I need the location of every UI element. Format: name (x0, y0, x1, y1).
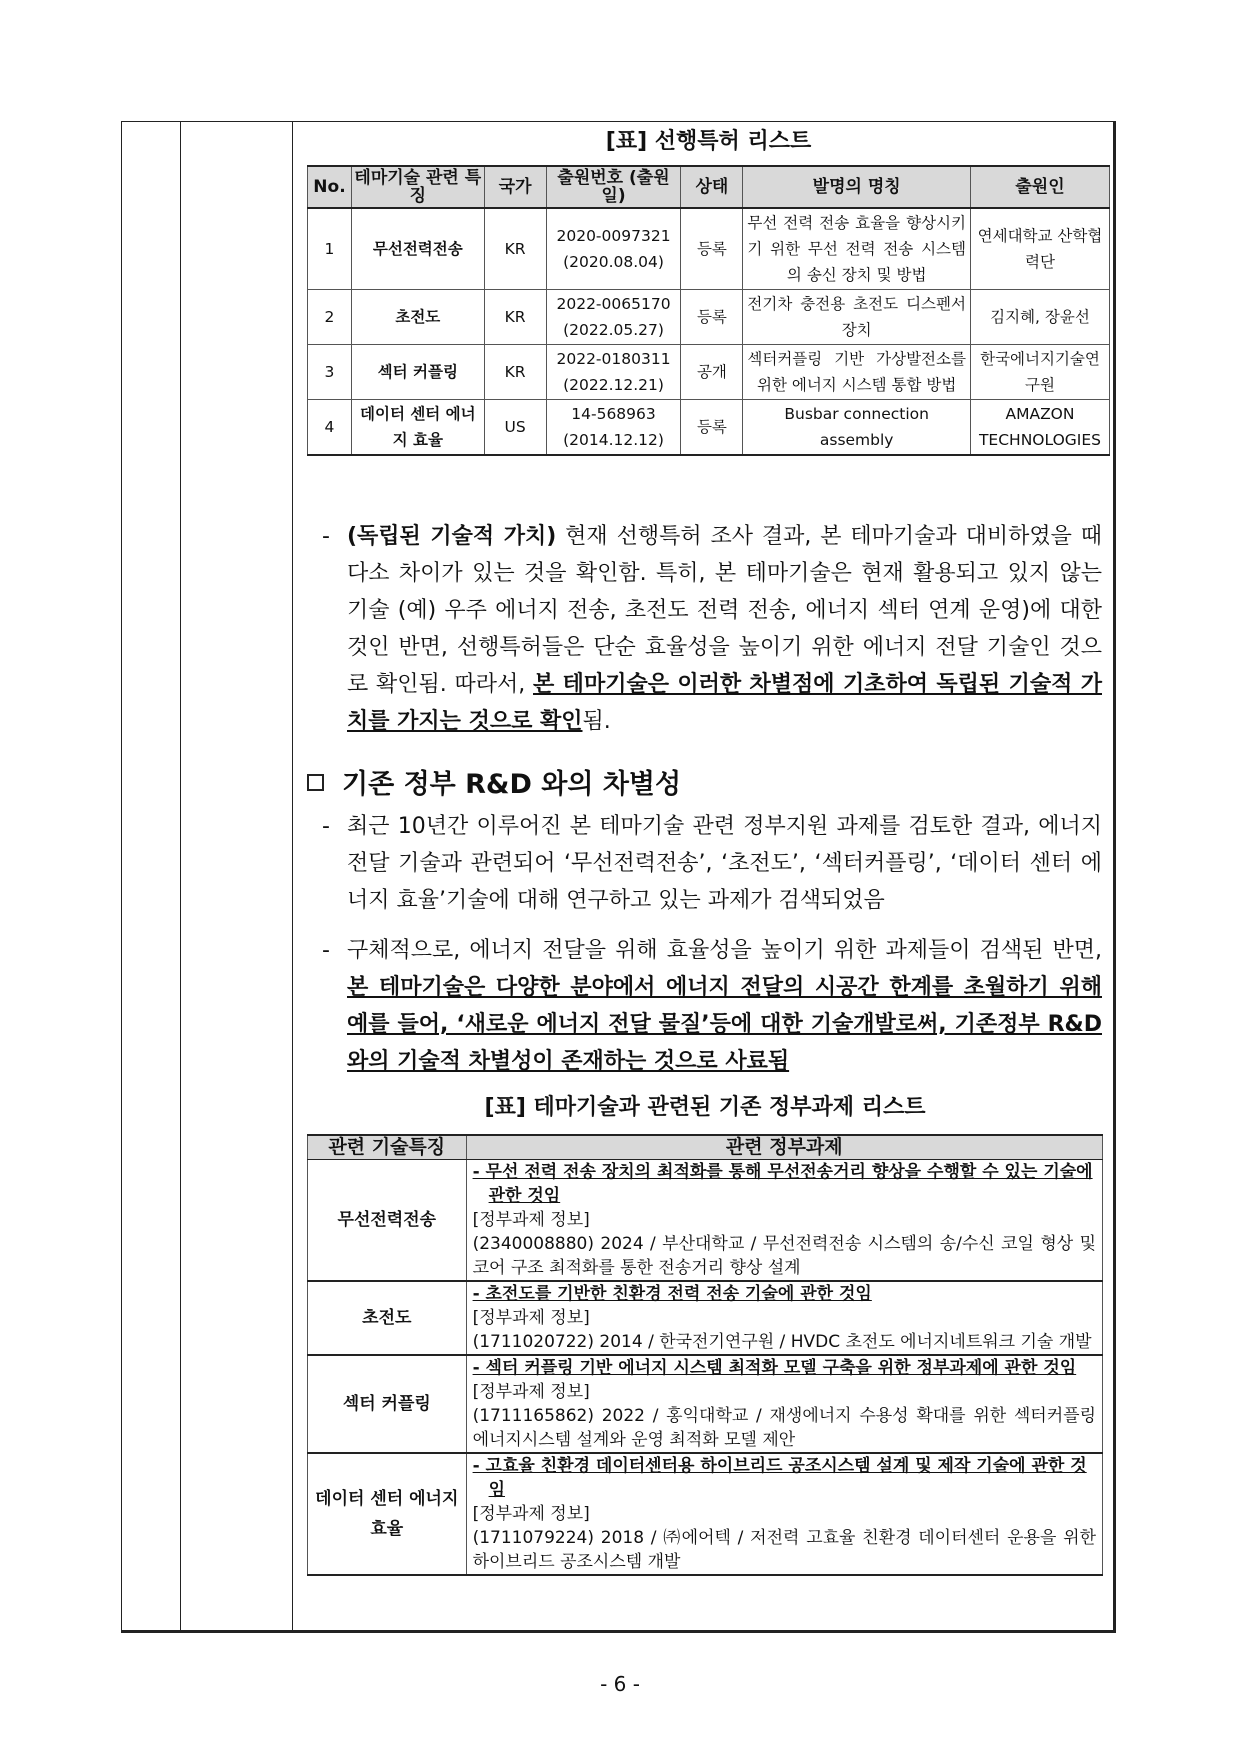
cell-project (466, 1453, 1102, 1575)
page-number: - 6 - (600, 1672, 640, 1696)
table-row (308, 290, 1110, 345)
cell-feature: 데이터 센터 에너지 효율 (308, 1453, 467, 1575)
header-feature: 관련 기술특징 (308, 1135, 467, 1160)
patent-table (307, 165, 1110, 456)
table-row (308, 1355, 1103, 1453)
paragraph-independent-value (322, 518, 1102, 740)
cell-country: US (484, 400, 546, 456)
cell-project (466, 1160, 1102, 1282)
header-feature: 테마기술 관련 특징 (351, 166, 484, 208)
bullet-dash: - (322, 814, 330, 839)
project-description: - 무선 전력 전송 장치의 최적화를 통해 무선전송거리 향상을 수행할 수 있는 기술에 관한 것임 (472, 1162, 1093, 1206)
cell-project (466, 1281, 1102, 1355)
paragraph-specifics (322, 932, 1102, 1080)
paragraph-text (347, 932, 1102, 1080)
appno: 2022-0065170 (556, 295, 671, 313)
cell-no: 4 (308, 400, 352, 456)
paragraph-gov-review (322, 808, 1102, 919)
project-info-label: [정부과제 정보] (472, 1210, 590, 1230)
cell-status: 등록 (681, 208, 743, 290)
cell-feature: 데이터 센터 에너지 효율 (351, 400, 484, 456)
cell-applicant: 한국에너지기술연구원 (970, 345, 1109, 400)
header-country: 국가 (484, 166, 546, 208)
project-description: - 섹터 커플링 기반 에너지 시스템 최적화 모델 구축을 위한 정부과제에 관한 것임 (472, 1358, 1077, 1378)
cell-appno (546, 345, 681, 400)
cell-applicant: 연세대학교 산학협력단 (970, 208, 1109, 290)
checkbox-square-icon (307, 774, 324, 791)
project-info-label: [정부과제 정보] (472, 1504, 590, 1524)
appno: 14-568963 (571, 405, 656, 423)
paragraph-label: (독립된 기술적 가치) (347, 524, 557, 549)
appdate: (2014.12.12) (563, 431, 664, 449)
paragraph-body: 구체적으로, 에너지 전달을 위해 효율성을 높이기 위한 과제들이 검색된 반면, (347, 938, 1102, 963)
cell-no: 2 (308, 290, 352, 345)
appdate: (2022.05.27) (563, 321, 664, 339)
section-heading-text: 기존 정부 R&D 와의 차별성 (342, 769, 682, 800)
header-applicant: 출원인 (970, 166, 1109, 208)
cell-applicant: 김지혜, 장윤선 (970, 290, 1109, 345)
project-description: - 초전도를 기반한 친환경 전력 전송 기술에 관한 것임 (472, 1284, 872, 1304)
appno: 2022-0180311 (556, 350, 671, 368)
bullet-dash: - (322, 524, 330, 549)
cell-status: 공개 (681, 345, 743, 400)
paragraph-emphasis: 본 테마기술은 이러한 차별점에 기초하여 독립된 기술적 가치를 가지는 것으로 확인 (347, 672, 1102, 734)
cell-invention: Busbar connection assembly (743, 400, 971, 456)
gov-table-title: [표] 테마기술과 관련된 기존 정부과제 리스트 (484, 1095, 926, 1120)
cell-no: 1 (308, 208, 352, 290)
cell-feature: 초전도 (308, 1281, 467, 1355)
patent-table-title: [표] 선행특허 리스트 (605, 129, 812, 154)
table-row (308, 400, 1110, 456)
cell-feature: 초전도 (351, 290, 484, 345)
cell-appno (546, 208, 681, 290)
cell-appno (546, 290, 681, 345)
table-row (308, 345, 1110, 400)
cell-status: 등록 (681, 400, 743, 456)
patent-table-header (308, 166, 1110, 208)
cell-invention: 전기차 충전용 초전도 디스펜서 장치 (743, 290, 971, 345)
bullet-dash: - (322, 938, 330, 963)
table-row (308, 1281, 1103, 1355)
project-info: (1711165862) 2022 / 홍익대학교 / 재생에너지 수용성 확대를 위한 섹터커플링 에너지시스템 설계와 운영 최적화 모델 제안 (472, 1406, 1096, 1450)
cell-no: 3 (308, 345, 352, 400)
frame-divider-2 (292, 121, 293, 1633)
project-info-label: [정부과제 정보] (472, 1382, 590, 1402)
section-heading (307, 762, 681, 801)
table-row (308, 208, 1110, 290)
project-description: - 고효율 친환경 데이터센터용 하이브리드 공조시스템 설계 및 제작 기술에 관한 것임 (472, 1456, 1087, 1500)
paragraph-emphasis: 본 테마기술은 다양한 분야에서 에너지 전달의 시공간 한계를 초월하기 위해 예를 들어, ‘새로운 에너지 전달 물질’등에 대한 기술개발로써, 기존정부 R&D와의 기술적 차별성이 존재하는 것으로 사료됨 (347, 975, 1102, 1074)
cell-country: KR (484, 208, 546, 290)
paragraph-text: 최근 10년간 이루어진 본 테마기술 관련 정부지원 과제를 검토한 결과, 에너지 전달 기술과 관련되어 ‘무선전력전송’, ‘초전도’, ‘섹터커플링’, ‘데이터 센터 에너지 효율’기술에 대해 연구하고 있는 과제가 검색되었음 (347, 814, 1102, 913)
frame-divider-1 (180, 121, 181, 1633)
cell-project (466, 1355, 1102, 1453)
paragraph-text (347, 518, 1102, 740)
paragraph-body: 현재 선행특허 조사 결과, 본 테마기술과 대비하였을 때 다소 차이가 있는 것을 확인함. 특히, 본 테마기술은 현재 활용되고 있지 않는 기술 (예) 우주 에너지 전송, 초전도 전력 전송, 에너지 섹터 연계 운영)에 대한 것인 반면, 선행특허들은 단순 효율성을 높이기 위한 에너지 전달 기술인 것으로 확인됨. 따라서, (347, 524, 1102, 697)
project-info-label: [정부과제 정보] (472, 1308, 590, 1328)
appdate: (2022.12.21) (563, 376, 664, 394)
cell-invention: 섹터커플링 기반 가상발전소를 위한 에너지 시스템 통합 방법 (743, 345, 971, 400)
table-row (308, 1160, 1103, 1282)
gov-table-header (308, 1135, 1103, 1160)
project-info: (1711020722) 2014 / 한국전기연구원 / HVDC 초전도 에너지네트워크 기술 개발 (472, 1332, 1092, 1352)
cell-feature: 섹터 커플링 (308, 1355, 467, 1453)
cell-status: 등록 (681, 290, 743, 345)
paragraph-tail: 됨. (582, 709, 611, 734)
cell-feature: 무선전력전송 (351, 208, 484, 290)
cell-invention: 무선 전력 전송 효율을 향상시키기 위한 무선 전력 전송 시스템의 송신 장치 및 방법 (743, 208, 971, 290)
appno: 2020-0097321 (556, 227, 671, 245)
gov-project-table (307, 1134, 1103, 1576)
project-info: (2340008880) 2024 / 부산대학교 / 무선전력전송 시스템의 송/수신 코일 형상 및 코어 구조 최적화를 통한 전송거리 향상 설계 (472, 1234, 1096, 1278)
header-no: No. (308, 166, 352, 208)
header-project: 관련 정부과제 (466, 1135, 1102, 1160)
cell-feature: 무선전력전송 (308, 1160, 467, 1282)
header-status: 상태 (681, 166, 743, 208)
project-info: (1711079224) 2018 / ㈜에어텍 / 저전력 고효율 친환경 데이터센터 운용을 위한 하이브리드 공조시스템 개발 (472, 1528, 1096, 1572)
cell-feature: 섹터 커플링 (351, 345, 484, 400)
header-invention: 발명의 명칭 (743, 166, 971, 208)
header-appno: 출원번호 (출원일) (546, 166, 681, 208)
cell-applicant: AMAZON TECHNOLOGIES (970, 400, 1109, 456)
appdate: (2020.08.04) (563, 253, 664, 271)
cell-country: KR (484, 290, 546, 345)
cell-appno (546, 400, 681, 456)
table-row (308, 1453, 1103, 1575)
cell-country: KR (484, 345, 546, 400)
